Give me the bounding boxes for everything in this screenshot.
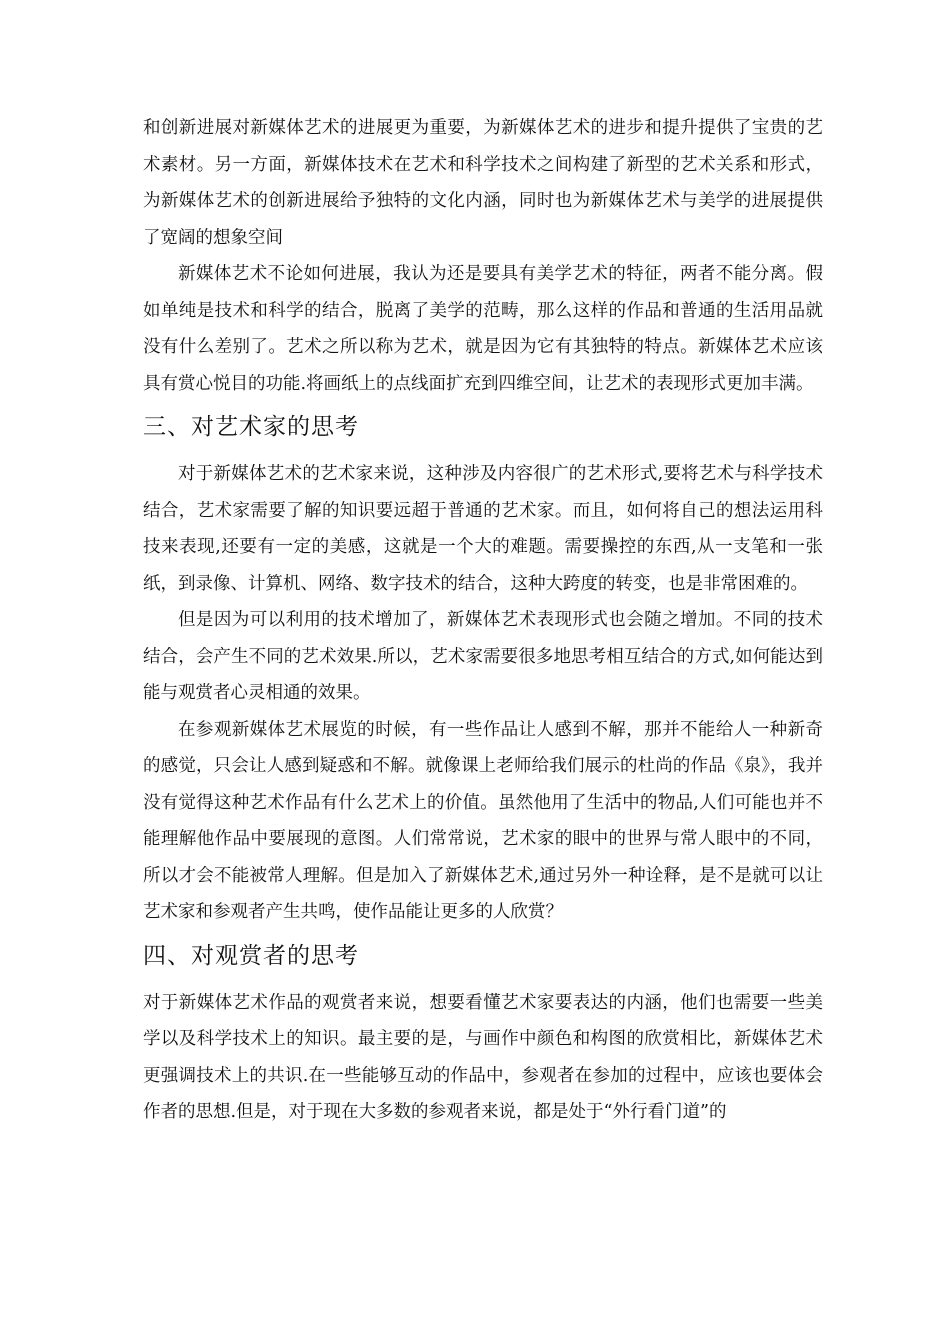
paragraph-viewer: 对于新媒体艺术作品的观赏者来说，想要看懂艺术家要表达的内涵，他们也需要一些美学以及科学技术上的知识。最主要的是，与画作中颜色和构图的欣赏相比，新媒体艺术更强调技术上的共识.在一些能够互动的作品中，参观者在参加的过程中，应该也要体会作者的思想.但是，对于现在大多数的参观者来说，都是处于“外行看门道”的	[143, 992, 823, 1122]
paragraph-artist-techniques: 但是因为可以利用的技术增加了，新媒体艺术表现形式也会随之增加。不同的技术结合，会产生不同的艺术效果.所以，艺术家需要很多地思考相互结合的方式,如何能达到能与观赏者心灵相通的效果。	[143, 610, 823, 703]
paragraph-exhibition: 在参观新媒体艺术展览的时候，有一些作品让人感到不解，那并不能给人一种新奇的感觉，只会让人感到疑惑和不解。就像课上老师给我们展示的杜尚的作品《泉》，我并没有觉得这种艺术作品有什么艺术上的价值。虽然他用了生活中的物品,人们可能也并不能理解他作品中要展现的意图。人们常常说，艺术家的眼中的世界与常人眼中的不同，所以才会不能被常人理解。但是加入了新媒体艺术,通过另外一种诠释，是不是就可以让艺术家和参观者产生共鸣，使作品能让更多的人欣赏？	[143, 719, 823, 922]
document-page	[143, 110, 823, 1131]
paragraph-aesthetics: 新媒体艺术不论如何进展，我认为还是要具有美学艺术的特征，两者不能分离。假如单纯是技术和科学的结合，脱离了美学的范畴，那么这样的作品和普通的生活用品就没有什么差别了。艺术之所以称为艺术，就是因为它有其独特的特点。新媒体艺术应该具有赏心悦目的功能.将画纸上的点线面扩充到四维空间，让艺术的表现形式更加丰满。	[143, 264, 823, 394]
paragraph-continuation: 和创新进展对新媒体艺术的进展更为重要，为新媒体艺术的进步和提升提供了宝贵的艺术素材。另一方面，新媒体技术在艺术和科学技术之间构建了新型的艺术关系和形式，为新媒体艺术的创新进展给予独特的文化内涵，同时也为新媒体艺术与美学的进展提供了宽阔的想象空间	[143, 118, 823, 248]
section-heading-viewer: 四、对观赏者的思考	[143, 942, 359, 969]
section-heading-artist: 三、对艺术家的思考	[143, 414, 359, 440]
paragraph-artist-knowledge: 对于新媒体艺术的艺术家来说，这种涉及内容很广的艺术形式,要将艺术与科学技术结合，艺术家需要了解的知识要远超于普通的艺术家。而且，如何将自己的想法运用科技来表现,还要有一定的美感，这就是一个大的难题。需要操控的东西,从一支笔和一张纸，到录像、计算机、网络、数字技术的结合，这种大跨度的转变，也是非常困难的。	[143, 464, 823, 594]
